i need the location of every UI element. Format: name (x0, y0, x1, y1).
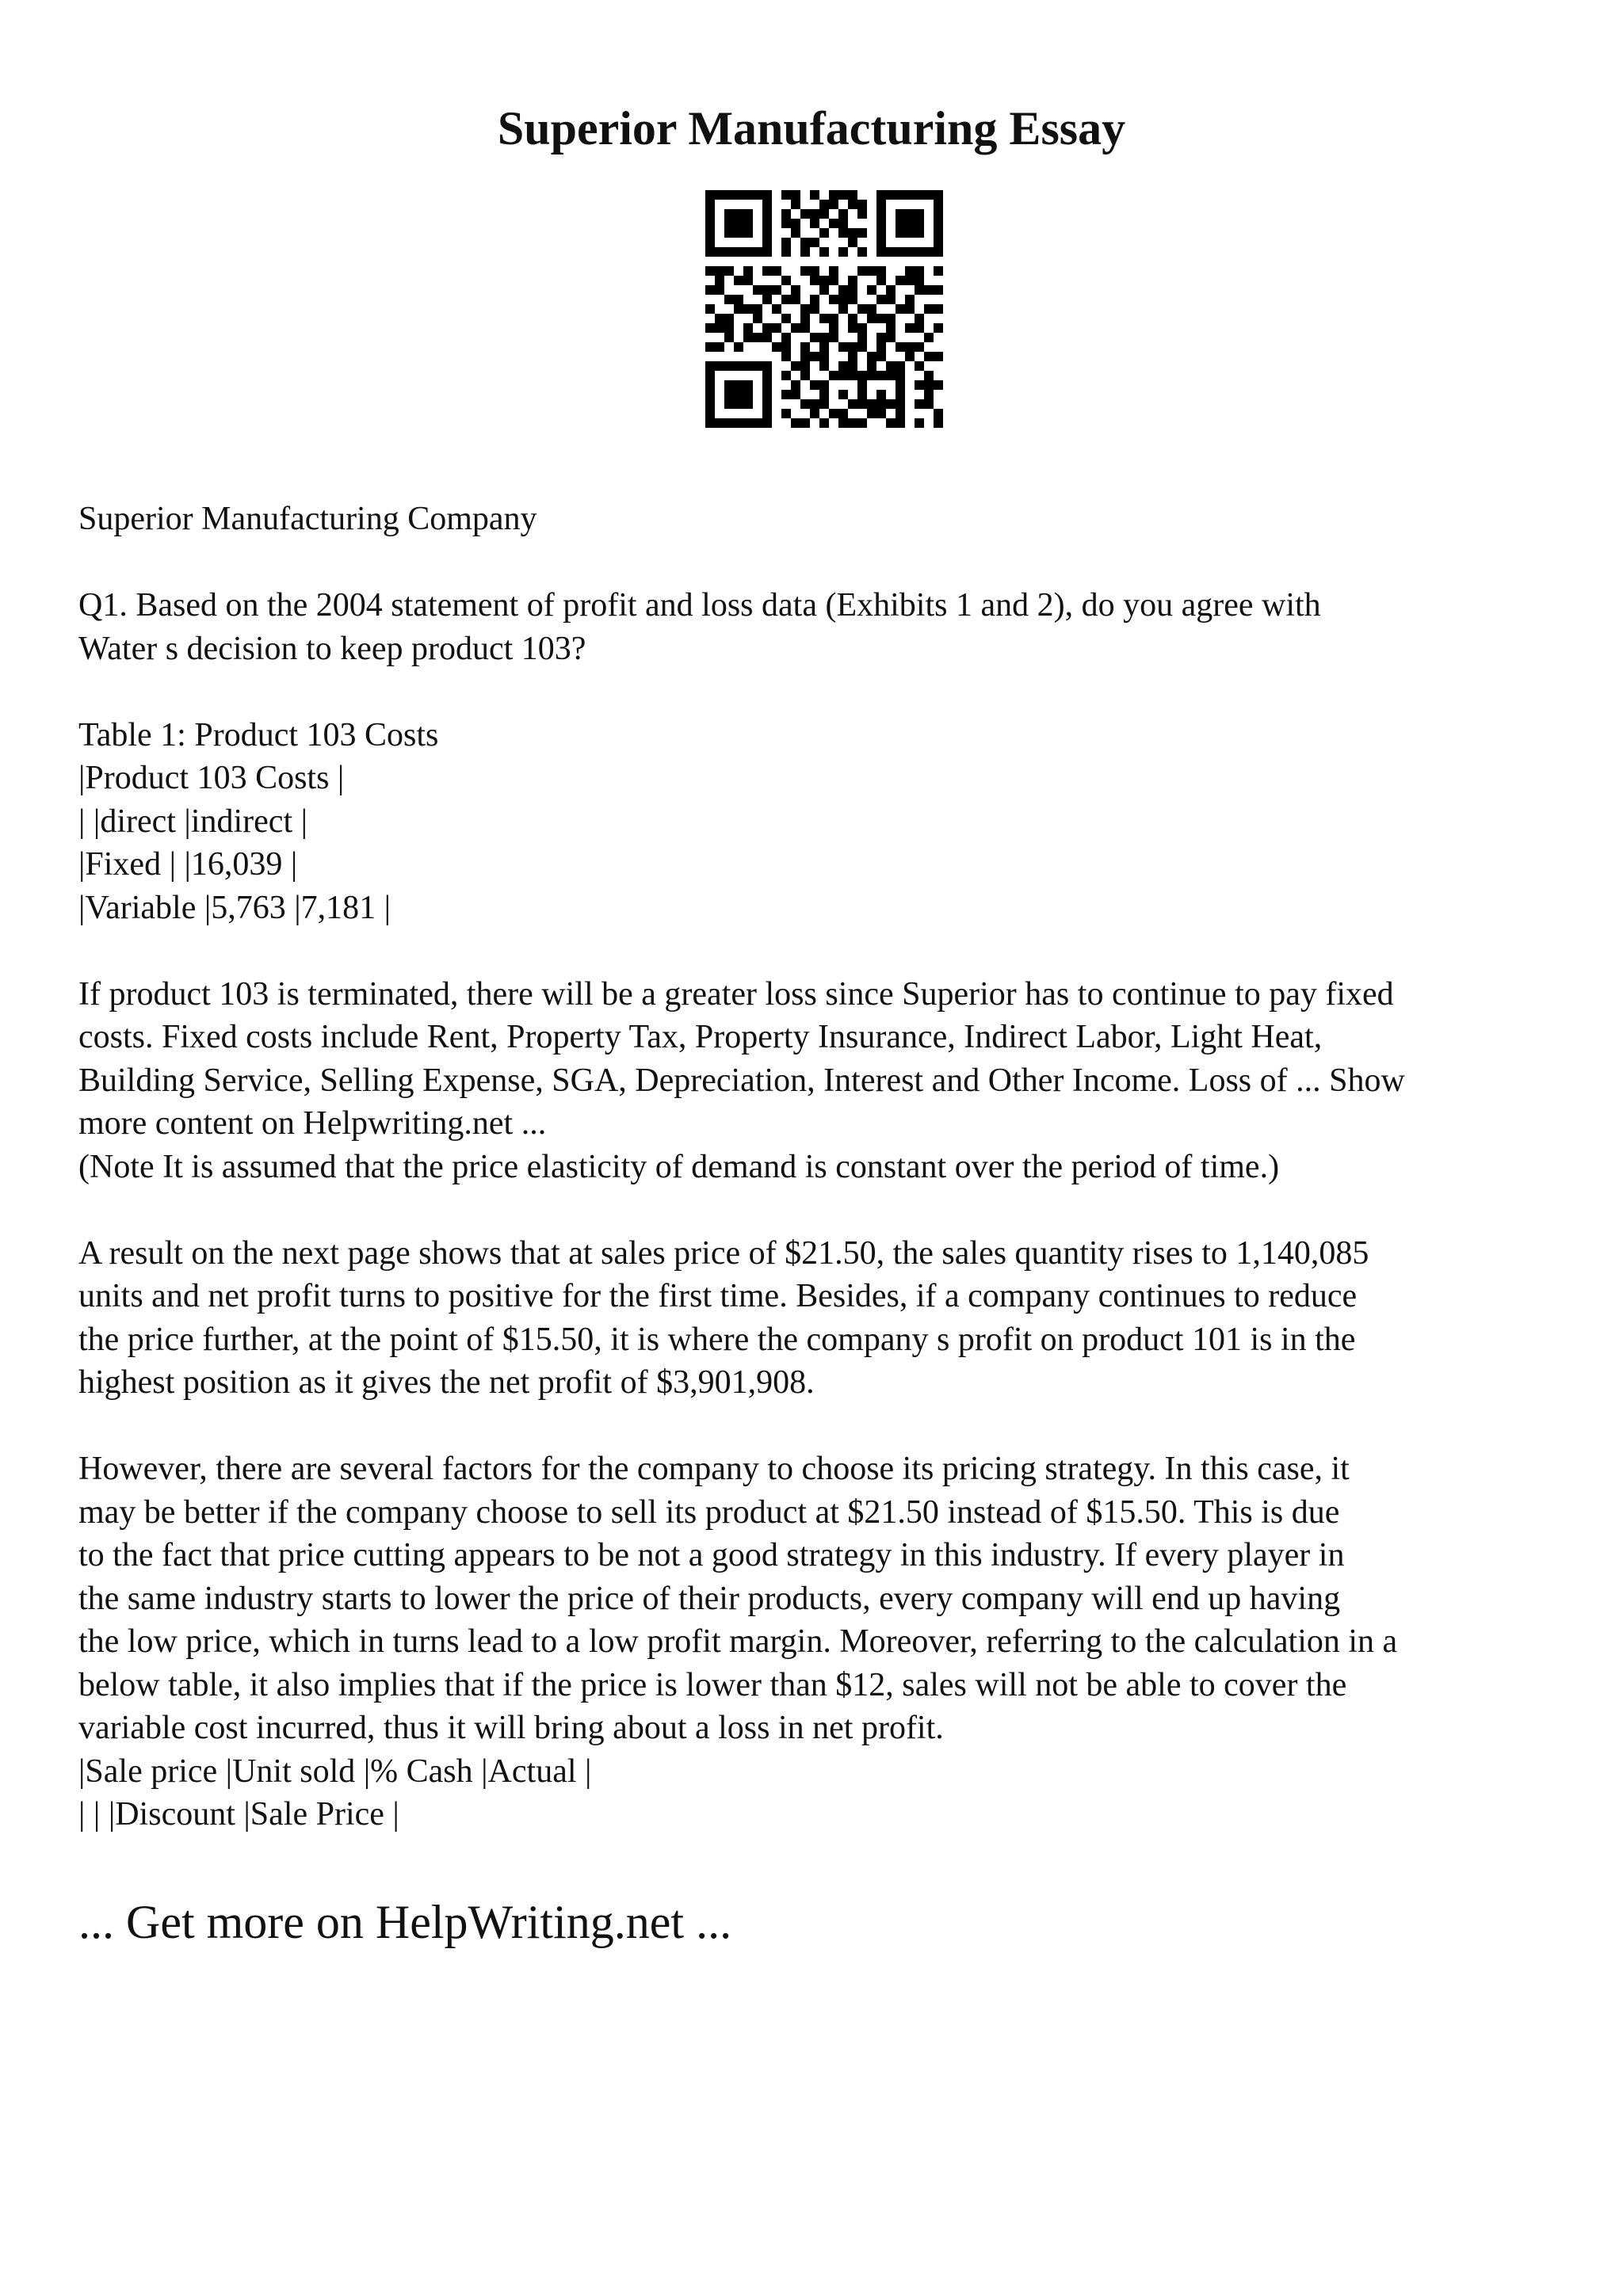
paragraph-line: the low price, which in turns lead to a low profit margin. Moreover, referring to the calculation in a (78, 1623, 1398, 1660)
paragraph-pricing-strategy (78, 1447, 1568, 1836)
paragraph-line: costs. Fixed costs include Rent, Property Tax, Property Insurance, Indirect Labor, Light Heat, (78, 1019, 1323, 1055)
table-row: | |direct |indirect | (78, 803, 308, 840)
paragraph-line: the same industry starts to lower the price of their products, every company will end up having (78, 1580, 1341, 1617)
paragraph-gap (78, 541, 1568, 585)
paragraph-line: to the fact that price cutting appears to be not a good strategy in this industry. If every player in (78, 1537, 1345, 1573)
question-line: Water s decision to keep product 103? (78, 630, 586, 667)
paragraph-line: A result on the next page shows that at sales price of $21.50, the sales quantity rises to 1,140,085 (78, 1234, 1369, 1272)
paragraph-line: variable cost incurred, thus it will bring about a loss in net profit. (78, 1710, 944, 1746)
paragraph-line: the price further, at the point of $15.50, it is where the company s profit on product 101 is in the (78, 1321, 1356, 1358)
table-1 (78, 714, 1568, 930)
paragraph-line: (Note It is assumed that the price elasticity of demand is constant over the period of time.) (78, 1148, 1280, 1185)
table-row: | | |Discount |Sale Price | (78, 1796, 399, 1833)
get-more-link[interactable]: ... Get more on HelpWriting.net ... (78, 1896, 732, 1948)
paragraph-line: highest position as it gives the net profit of $3,901,908. (78, 1364, 815, 1401)
paragraph-sales-price (78, 1232, 1568, 1405)
paragraph-line: more content on Helpwriting.net ... (78, 1105, 547, 1142)
paragraph-line: Building Service, Selling Expense, SGA, Depreciation, Interest and Other Income. Loss of ... Show (78, 1062, 1405, 1099)
table-row: |Fixed | |16,039 | (78, 846, 298, 883)
paragraph-line: However, there are several factors for the company to choose its pricing strategy. In this case, it (78, 1451, 1350, 1487)
paragraph-line: may be better if the company choose to sell its product at $21.50 instead of $15.50. This is due (78, 1493, 1340, 1531)
paragraph-fixed-costs (78, 973, 1568, 1189)
question-1 (78, 584, 1568, 670)
table-row: |Sale price |Unit sold |% Cash |Actual | (78, 1753, 592, 1790)
paragraph-line: units and net profit turns to positive for the first time. Besides, if a company continues to reduce (78, 1278, 1358, 1314)
company-heading: Superior Manufacturing Company (78, 501, 537, 537)
paragraph-line: below table, it also implies that if the price is lower than $12, sales will not be able to cover the (78, 1666, 1347, 1703)
paragraph-gap (78, 929, 1568, 973)
table-row: |Product 103 Costs | (78, 760, 345, 796)
essay-body (78, 498, 1568, 1836)
paragraph-gap (78, 1188, 1568, 1232)
page-title: Superior Manufacturing Essay (497, 102, 1126, 154)
paragraph-line: If product 103 is terminated, there will be a greater loss since Superior has to continue to pay fixed (78, 975, 1394, 1013)
table-caption: Table 1: Product 103 Costs (78, 716, 439, 753)
paragraph-gap (78, 1405, 1568, 1448)
paragraph-gap (78, 670, 1568, 714)
question-line: Q1. Based on the 2004 statement of profit and loss data (Exhibits 1 and 2), do you agree with (78, 587, 1321, 624)
qr-code-icon (705, 190, 943, 428)
table-row: |Variable |5,763 |7,181 | (78, 889, 391, 926)
